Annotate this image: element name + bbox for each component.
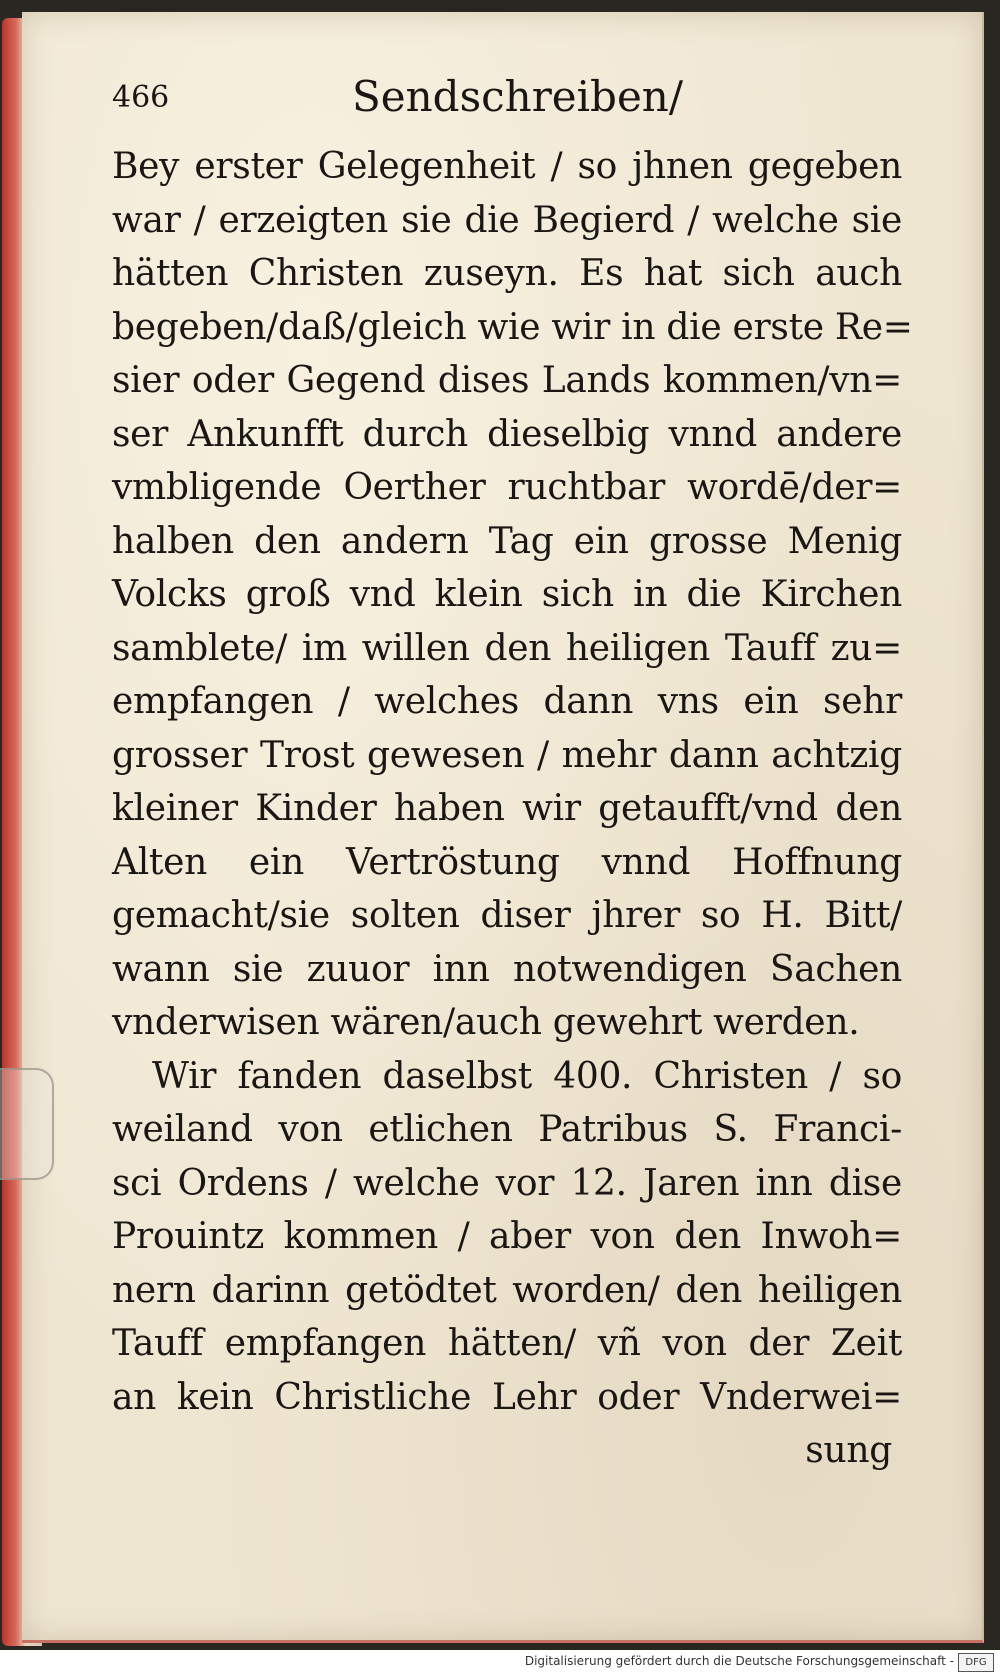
- text-line: an kein Christliche Lehr oder Vnderwei=: [112, 1376, 902, 1418]
- text-line: Tauff empfangen hätten/ vñ von der Zeit: [112, 1323, 902, 1364]
- text-line: weiland von etlichen Patribus S. Franci-: [112, 1109, 902, 1150]
- page-clip: [0, 1068, 54, 1180]
- text-line: Wir fanden daselbst 400. Christen / so: [152, 1055, 902, 1097]
- text-line: ser Ankunfft durch dieselbig vnnd andere: [112, 413, 902, 455]
- footer-bar: [0, 1650, 1000, 1675]
- text-line: grosser Trost gewesen / mehr dann achtzig: [112, 734, 902, 776]
- text-line: Alten ein Vertröstung vnnd Hoffnung: [112, 841, 902, 883]
- text-line: samblete/ im willen den heiligen Tauff zu=: [112, 627, 902, 669]
- body-text: [112, 140, 913, 1478]
- text-line: gemacht/sie solten diser jhrer so H. Bitt/: [112, 895, 902, 936]
- text-line: wann sie zuuor inn notwendigen Sachen: [112, 948, 902, 990]
- funding-credit: Digitalisierung gefördert durch die Deutsche Forschungsgemeinschaft -: [524, 1654, 954, 1668]
- page-number: 466: [112, 80, 170, 115]
- text-line: sier oder Gegend dises Lands kommen/vn=: [112, 360, 902, 401]
- page-header: [112, 72, 683, 132]
- text-line: begeben/daß/gleich wie wir in die erste Re=: [112, 306, 913, 348]
- text-line: halben den andern Tag ein grosse Menig: [112, 520, 902, 562]
- text-line: vnderwisen wären/auch gewehrt werden.: [112, 1002, 860, 1043]
- text-line: Bey erster Gelegenheit / so jhnen gegeben: [112, 146, 902, 187]
- running-head: Sendschreiben/: [352, 72, 683, 121]
- dfg-logo: DFG: [958, 1653, 994, 1672]
- text-line: hätten Christen zuseyn. Es hat sich auch: [112, 253, 902, 294]
- text-line: Volcks groß vnd klein sich in die Kirchen: [112, 574, 902, 615]
- text-line: Prouintz kommen / aber von den Inwoh=: [112, 1216, 902, 1257]
- text-line: sci Ordens / welche vor 12. Jaren inn dise: [112, 1162, 902, 1204]
- text-line: war / erzeigten sie die Begierd / welche sie: [112, 199, 902, 241]
- text-line: empfangen / welches dann vns ein sehr: [112, 681, 902, 722]
- text-line: vmbligende Oerther ruchtbar wordē/der=: [112, 467, 902, 508]
- text-line: nern darinn getödtet worden/ den heiligen: [112, 1269, 902, 1311]
- text-line: kleiner Kinder haben wir getaufft/vnd den: [112, 788, 902, 829]
- catchword: sung: [805, 1430, 892, 1471]
- book-page: [22, 12, 984, 1643]
